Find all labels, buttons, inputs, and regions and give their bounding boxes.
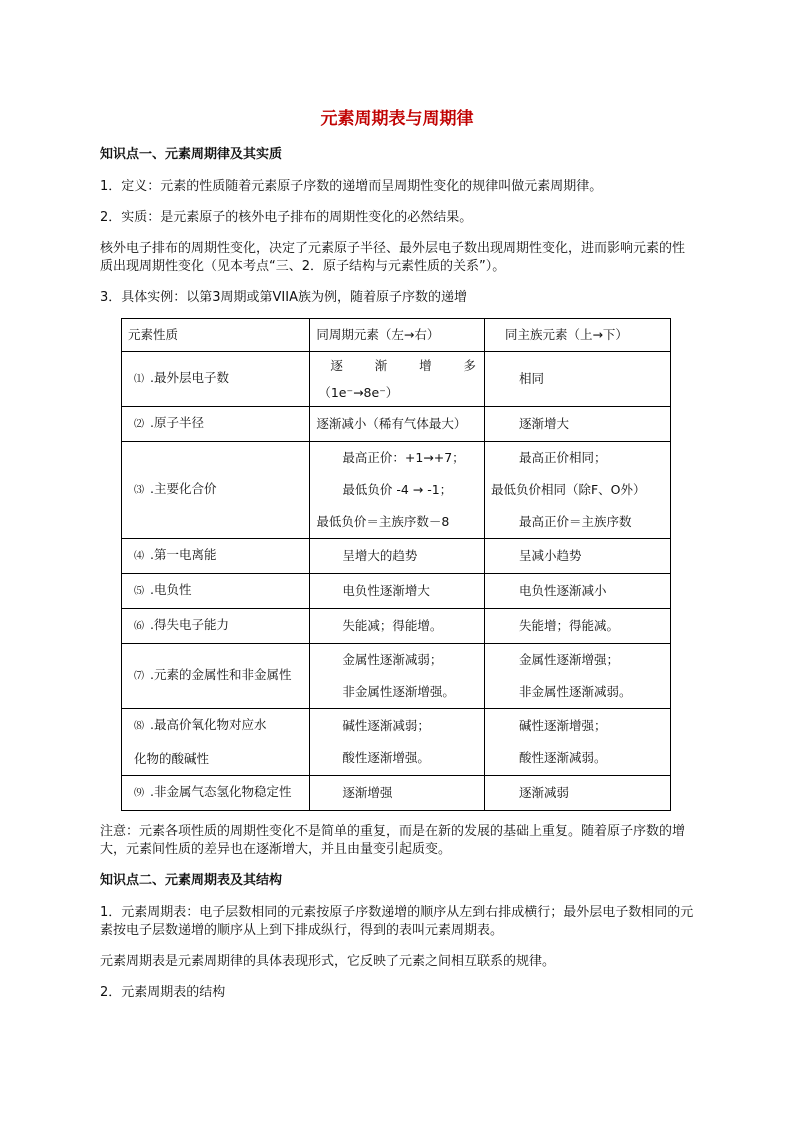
group-trend-cell <box>484 574 670 609</box>
table-row <box>122 539 671 574</box>
property-cell <box>122 574 310 609</box>
table-row <box>122 609 671 644</box>
row-number: ⑶ <box>134 485 144 496</box>
periodic-table-definition: 1．元素周期表：电子层数相同的元素按原子序数递增的顺序从左到右排成横行；最外层电子数相同的元素按电子层数递增的顺序从上到下排成纵行，得到的表叫元素周期表。 <box>100 905 694 938</box>
section1-heading: 知识点一、元素周期律及其实质 <box>100 147 283 162</box>
property-label: .第一电离能 <box>150 547 217 562</box>
period-trend-cell <box>310 709 485 776</box>
property-cell <box>122 352 310 407</box>
row-number: ⑷ <box>134 551 144 562</box>
header-group: 同主族元素（上→下） <box>484 319 670 352</box>
row-number: ⑵ <box>134 419 144 430</box>
property-label: .最高价氧化物对应水 <box>150 717 267 732</box>
period-trend-line: 最低负价 -4 → -1； <box>342 482 453 497</box>
content-body <box>100 146 696 1015</box>
explanation-paragraph: 核外电子排布的周期性变化，决定了元素原子半径、最外层电子数出现周期性变化，进而影响元素的性质出现周期性变化（见本考点“三、2．原子结构与元素性质的关系”）。 <box>100 241 686 274</box>
table-row <box>122 574 671 609</box>
group-trend-line: 相同 <box>518 371 544 386</box>
header-period: 同周期元素（左→右） <box>310 319 485 352</box>
group-trend-line: 非金属性逐渐减弱。 <box>518 684 632 699</box>
table-row <box>122 709 671 776</box>
period-trend-cell <box>310 574 485 609</box>
period-trend-line: 逐渐增强 <box>342 785 393 800</box>
period-trend-word: 渐 <box>374 358 388 373</box>
period-trend-line: 非金属性逐渐增强。 <box>342 684 455 699</box>
period-trend-line: 酸性逐渐增强。 <box>342 750 430 765</box>
group-trend-line: 逐渐增大 <box>518 416 569 431</box>
property-label: .元素的金属性和非金属性 <box>150 667 292 682</box>
essence-paragraph: 2．实质：是元素原子的核外电子排布的周期性变化的必然结果。 <box>100 210 473 225</box>
period-trend-line: 最高正价：+1→+7； <box>342 450 465 465</box>
structure-heading: 2．元素周期表的结构 <box>100 985 226 1000</box>
group-trend-cell <box>484 539 670 574</box>
period-trend-line: 失能减；得能增。 <box>342 618 443 633</box>
property-cell <box>122 539 310 574</box>
group-trend-line: 电负性逐渐减小 <box>518 583 607 598</box>
example-paragraph: 3．具体实例：以第3周期或第VIIA族为例，随着原子序数的递增 <box>100 290 467 305</box>
period-trend-cell <box>310 776 485 811</box>
definition-paragraph: 1．定义：元素的性质随着元素原子序数的递增而呈周期性变化的规律叫做元素周期律。 <box>100 179 603 194</box>
row-number: ⑴ <box>134 374 144 385</box>
property-cell <box>122 776 310 811</box>
table-header-row <box>122 319 671 352</box>
group-trend-cell <box>484 776 670 811</box>
group-trend-line: 碱性逐渐增强； <box>518 718 607 733</box>
periodic-table-meaning: 元素周期表是元素周期律的具体表现形式，它反映了元素之间相互联系的规律。 <box>100 954 556 969</box>
group-trend-cell <box>484 709 670 776</box>
property-label: .最外层电子数 <box>150 370 229 385</box>
group-trend-line: 金属性逐渐增强； <box>518 652 619 667</box>
period-trend-line: 金属性逐渐减弱； <box>342 652 443 667</box>
property-label: .得失电子能力 <box>150 617 229 632</box>
property-label: .原子半径 <box>150 415 204 430</box>
group-trend-cell <box>484 442 670 539</box>
row-number: ⑻ <box>134 721 144 732</box>
group-trend-line: 逐渐减弱 <box>518 785 569 800</box>
period-trend-word: 逐 <box>330 358 343 373</box>
period-trend-line: 呈增大的趋势 <box>342 548 418 563</box>
group-trend-line: 最高正价＝主族序数 <box>518 514 632 529</box>
property-cell <box>122 709 310 776</box>
table-row <box>122 352 671 407</box>
group-trend-line: 最高正价相同； <box>518 450 607 465</box>
table-body <box>122 352 671 811</box>
period-trend-line: 碱性逐渐减弱； <box>342 718 430 733</box>
period-trend-cell <box>310 352 485 407</box>
group-trend-line: 呈减小趋势 <box>518 548 582 563</box>
period-trend-line: 最低负价＝主族序数－8 <box>316 514 450 529</box>
property-cell <box>122 442 310 539</box>
table-row <box>122 407 671 442</box>
property-cell <box>122 644 310 709</box>
group-trend-line: 失能增；得能减。 <box>518 618 619 633</box>
period-trend-cell <box>310 407 485 442</box>
period-trend-line: 电负性逐渐增大 <box>342 583 430 598</box>
period-trend-line: 逐渐减小（稀有气体最大） <box>316 416 467 431</box>
property-label: .电负性 <box>150 582 192 597</box>
period-trend-word: 增 <box>419 358 432 373</box>
header-property: 元素性质 <box>122 319 310 352</box>
property-cell <box>122 407 310 442</box>
group-trend-cell <box>484 644 670 709</box>
period-trend-cell <box>310 442 485 539</box>
note-paragraph: 注意：元素各项性质的周期性变化不是简单的重复，而是在新的发展的基础上重复。随着原子序数的增大，元素间性质的差异也在逐渐增大，并且由量变引起质变。 <box>100 824 686 857</box>
row-number: ⑸ <box>134 586 144 597</box>
group-trend-cell <box>484 352 670 407</box>
property-label: .主要化合价 <box>150 481 217 496</box>
table-row <box>122 442 671 539</box>
period-trend-cell <box>310 539 485 574</box>
properties-table <box>121 318 671 811</box>
row-number: ⑼ <box>134 788 144 799</box>
period-trend-extra: （1e⁻→8e⁻） <box>318 385 399 400</box>
row-number: ⑹ <box>134 621 144 632</box>
property-label: .非金属气态氢化物稳定性 <box>150 784 292 799</box>
table-row <box>122 776 671 811</box>
period-trend-word: 多 <box>463 358 476 373</box>
group-trend-cell <box>484 407 670 442</box>
period-trend-cell <box>310 609 485 644</box>
property-cell <box>122 609 310 644</box>
group-trend-line: 最低负价相同（除F、O外） <box>490 482 646 497</box>
period-trend-cell <box>310 644 485 709</box>
section2-heading: 知识点二、元素周期表及其结构 <box>100 873 283 888</box>
table-row <box>122 644 671 709</box>
property-label-continued: 化物的酸碱性 <box>134 751 210 766</box>
group-trend-line: 酸性逐渐减弱。 <box>518 750 607 765</box>
group-trend-cell <box>484 609 670 644</box>
page-title: 元素周期表与周期律 <box>320 109 474 129</box>
row-number: ⑺ <box>134 671 144 682</box>
